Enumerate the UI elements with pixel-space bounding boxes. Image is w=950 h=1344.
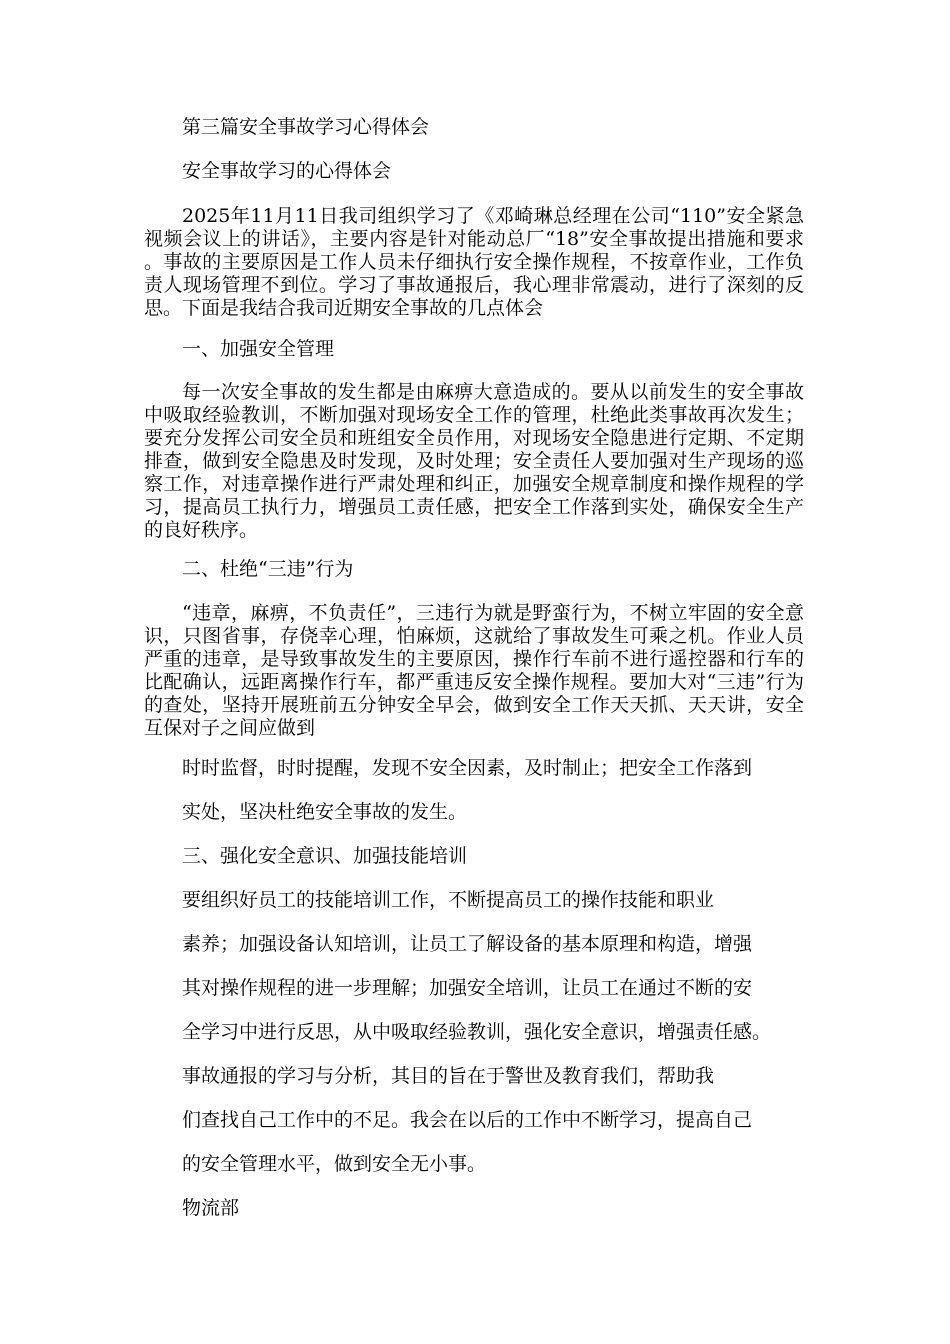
document-subtitle: 安全事故学习的心得体会 xyxy=(182,160,392,182)
text-line-4: 素养；加强设备认知培训，让员工了解设备的基本原理和构造，增强 xyxy=(182,933,753,955)
section-heading-1: 一、加强安全管理 xyxy=(182,338,335,360)
text-line-1: 时时监督，时时提醒，发现不安全因素，及时制止；把安全工作落到 xyxy=(182,757,753,779)
section-heading-3: 三、强化安全意识、加强技能培训 xyxy=(182,845,468,867)
text-line-6: 全学习中进行反思，从中吸取经验教训，强化安全意识，增强责任感。 xyxy=(182,1021,772,1043)
document-title: 第三篇安全事故学习心得体会 xyxy=(182,116,430,138)
text-line-8: 们查找自己工作中的不足。我会在以后的工作中不断学习，提高自己 xyxy=(182,1109,753,1131)
signature-department: 物流部 xyxy=(182,1197,240,1219)
text-line-9: 的安全管理水平，做到安全无小事。 xyxy=(182,1153,487,1175)
intro-paragraph: 2025年11月11日我司组织学习了《邓崎琳总经理在公司“110”安全紧急视频会议上的讲话》，主要内容是针对能动总厂“18”安全事故提出措施和要求。事故的主要原因是工作人员未仔细执行安全操作规程，不按章作业，工作负责人现场管理不到位。学习了事故通报后，我心理非常震动，进行了深刻的反思。下面是我结合我司近期安全事故的几点体会 xyxy=(144,205,804,319)
text-line-5: 其对操作规程的进一步理解；加强安全培训，让员工在通过不断的安 xyxy=(182,977,753,999)
text-line-7: 事故通报的学习与分析，其目的旨在于警世及教育我们，帮助我 xyxy=(182,1065,715,1087)
section-2-paragraph: “违章，麻痹，不负责任”，三违行为就是野蛮行为，不树立牢固的安全意识，只图省事，存侥幸心理，怕麻烦，这就给了事故发生可乘之机。作业人员严重的违章，是导致事故发生的主要原因，操作行车前不进行遥控器和行车的比配确认，远距离操作行车，都严重违反安全操作规程。要加大对“三违”行为的查处，坚持开展班前五分钟安全早会，做到安全工作天天抓、天天讲，安全互保对子之间应做到 xyxy=(144,602,804,739)
section-1-paragraph: 每一次安全事故的发生都是由麻痹大意造成的。要从以前发生的安全事故中吸取经验教训，不断加强对现场安全工作的管理，杜绝此类事故再次发生；要充分发挥公司安全员和班组安全员作用，对现场安全隐患进行定期、不定期排查，做到安全隐患及时发现，及时处理；安全责任人要加强对生产现场的巡察工作，对违章操作进行严肃处理和纠正，加强安全规章制度和操作规程的学习，提高员工执行力，增强员工责任感，把安全工作落到实处，确保安全生产的良好秩序。 xyxy=(144,381,804,541)
section-heading-2: 二、杜绝“三违”行为 xyxy=(182,558,354,580)
text-line-3: 要组织好员工的技能培训工作，不断提高员工的操作技能和职业 xyxy=(182,889,715,911)
text-line-2: 实处，坚决杜绝安全事故的发生。 xyxy=(182,801,468,823)
